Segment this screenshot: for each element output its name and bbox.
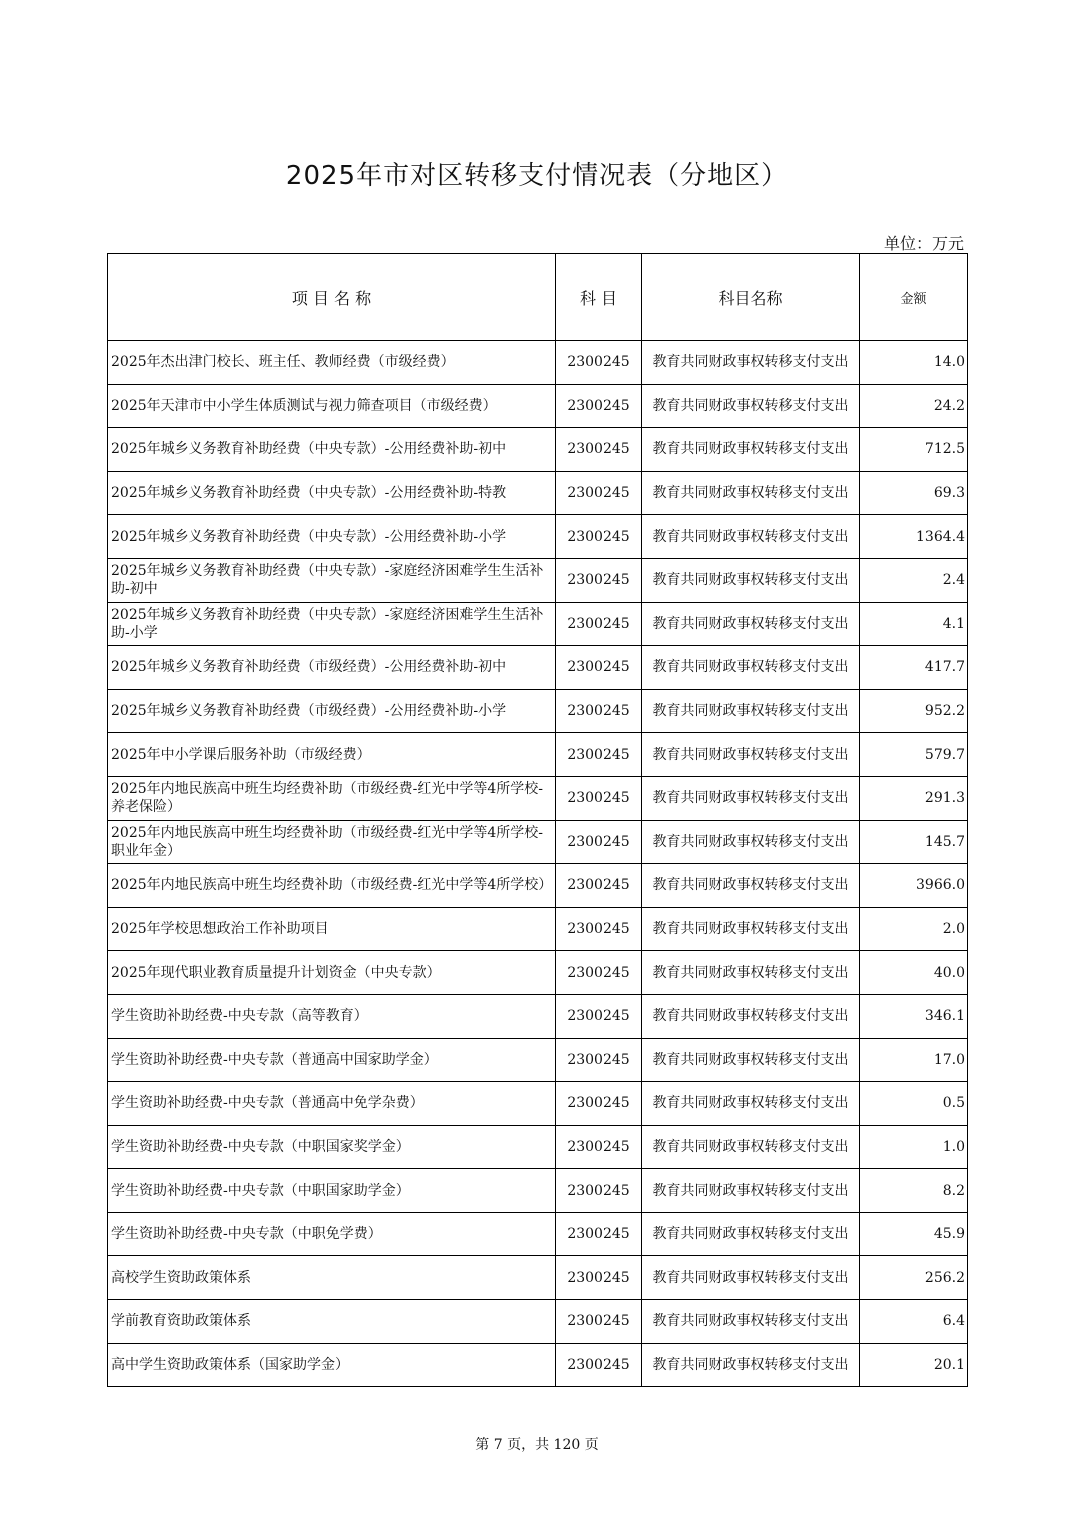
table-row: [108, 820, 968, 864]
amount-cell: 69.3: [860, 471, 968, 515]
subject-name-cell: 教育共同财政事权转移支付支出: [642, 1212, 860, 1256]
subject-code-cell: 2300245: [556, 1125, 642, 1169]
table-row: [108, 951, 968, 995]
subject-code-cell: 2300245: [556, 689, 642, 733]
table-header-row: [108, 254, 968, 341]
subject-name-cell: 教育共同财政事权转移支付支出: [642, 1038, 860, 1082]
project-name-cell: 2025年城乡义务教育补助经费（市级经费）-公用经费补助-初中: [108, 646, 556, 690]
subject-code-cell: 2300245: [556, 1343, 642, 1387]
amount-cell: 24.2: [860, 384, 968, 428]
amount-cell: 579.7: [860, 733, 968, 777]
amount-cell: 145.7: [860, 820, 968, 864]
amount-cell: 417.7: [860, 646, 968, 690]
table-row: [108, 689, 968, 733]
subject-code-cell: 2300245: [556, 1300, 642, 1344]
header-subject-code: 科 目: [556, 254, 642, 341]
table-row: [108, 1343, 968, 1387]
table-row: [108, 384, 968, 428]
subject-name-cell: 教育共同财政事权转移支付支出: [642, 558, 860, 602]
amount-cell: 2.0: [860, 907, 968, 951]
subject-name-cell: 教育共同财政事权转移支付支出: [642, 515, 860, 559]
project-name-cell: 学生资助补助经费-中央专款（中职国家奖学金）: [108, 1125, 556, 1169]
table-row: [108, 1169, 968, 1213]
subject-name-cell: 教育共同财政事权转移支付支出: [642, 951, 860, 995]
subject-code-cell: 2300245: [556, 1038, 642, 1082]
header-amount: 金额: [860, 254, 968, 341]
subject-code-cell: 2300245: [556, 428, 642, 472]
table-row: [108, 864, 968, 908]
subject-name-cell: 教育共同财政事权转移支付支出: [642, 1343, 860, 1387]
amount-cell: 40.0: [860, 951, 968, 995]
table-row: [108, 602, 968, 646]
amount-cell: 291.3: [860, 776, 968, 820]
project-name-cell: 2025年城乡义务教育补助经费（中央专款）-公用经费补助-初中: [108, 428, 556, 472]
project-name-cell: 2025年城乡义务教育补助经费（中央专款）-公用经费补助-小学: [108, 515, 556, 559]
table-row: [108, 776, 968, 820]
subject-name-cell: 教育共同财政事权转移支付支出: [642, 646, 860, 690]
table-body: [108, 341, 968, 1387]
subject-name-cell: 教育共同财政事权转移支付支出: [642, 1300, 860, 1344]
table-row: [108, 428, 968, 472]
subject-name-cell: 教育共同财政事权转移支付支出: [642, 602, 860, 646]
table-row: [108, 1212, 968, 1256]
amount-cell: 952.2: [860, 689, 968, 733]
subject-code-cell: 2300245: [556, 1082, 642, 1126]
amount-cell: 6.4: [860, 1300, 968, 1344]
subject-code-cell: 2300245: [556, 602, 642, 646]
subject-name-cell: 教育共同财政事权转移支付支出: [642, 1169, 860, 1213]
subject-name-cell: 教育共同财政事权转移支付支出: [642, 341, 860, 385]
project-name-cell: 2025年城乡义务教育补助经费（中央专款）-家庭经济困难学生生活补助-初中: [108, 558, 556, 602]
subject-name-cell: 教育共同财政事权转移支付支出: [642, 471, 860, 515]
subject-code-cell: 2300245: [556, 1169, 642, 1213]
subject-code-cell: 2300245: [556, 951, 642, 995]
subject-name-cell: 教育共同财政事权转移支付支出: [642, 820, 860, 864]
amount-cell: 256.2: [860, 1256, 968, 1300]
amount-cell: 20.1: [860, 1343, 968, 1387]
project-name-cell: 高中学生资助政策体系（国家助学金）: [108, 1343, 556, 1387]
subject-name-cell: 教育共同财政事权转移支付支出: [642, 1082, 860, 1126]
subject-name-cell: 教育共同财政事权转移支付支出: [642, 428, 860, 472]
subject-name-cell: 教育共同财政事权转移支付支出: [642, 733, 860, 777]
unit-label: 单位：万元: [883, 234, 964, 253]
subject-code-cell: 2300245: [556, 384, 642, 428]
subject-code-cell: 2300245: [556, 907, 642, 951]
amount-cell: 17.0: [860, 1038, 968, 1082]
subject-name-cell: 教育共同财政事权转移支付支出: [642, 384, 860, 428]
subject-code-cell: 2300245: [556, 994, 642, 1038]
subject-name-cell: 教育共同财政事权转移支付支出: [642, 1256, 860, 1300]
page-footer: 第 7 页，共 120 页: [475, 1437, 599, 1453]
table-row: [108, 471, 968, 515]
project-name-cell: 学生资助补助经费-中央专款（中职免学费）: [108, 1212, 556, 1256]
project-name-cell: 2025年天津市中小学生体质测试与视力筛查项目（市级经费）: [108, 384, 556, 428]
table-row: [108, 1125, 968, 1169]
table-row: [108, 1300, 968, 1344]
table-row: [108, 1256, 968, 1300]
project-name-cell: 2025年现代职业教育质量提升计划资金（中央专款）: [108, 951, 556, 995]
subject-code-cell: 2300245: [556, 515, 642, 559]
amount-cell: 1364.4: [860, 515, 968, 559]
subject-code-cell: 2300245: [556, 471, 642, 515]
header-project-name: 项 目 名 称: [108, 254, 556, 341]
subject-code-cell: 2300245: [556, 864, 642, 908]
subject-code-cell: 2300245: [556, 558, 642, 602]
subject-code-cell: 2300245: [556, 646, 642, 690]
table-row: [108, 558, 968, 602]
project-name-cell: 2025年城乡义务教育补助经费（市级经费）-公用经费补助-小学: [108, 689, 556, 733]
amount-cell: 14.0: [860, 341, 968, 385]
table-row: [108, 646, 968, 690]
amount-cell: 45.9: [860, 1212, 968, 1256]
table-row: [108, 515, 968, 559]
table-row: [108, 994, 968, 1038]
subject-name-cell: 教育共同财政事权转移支付支出: [642, 994, 860, 1038]
project-name-cell: 2025年杰出津门校长、班主任、教师经费（市级经费）: [108, 341, 556, 385]
subject-code-cell: 2300245: [556, 820, 642, 864]
amount-cell: 4.1: [860, 602, 968, 646]
project-name-cell: 学生资助补助经费-中央专款（高等教育）: [108, 994, 556, 1038]
project-name-cell: 学生资助补助经费-中央专款（中职国家助学金）: [108, 1169, 556, 1213]
subject-code-cell: 2300245: [556, 341, 642, 385]
amount-cell: 0.5: [860, 1082, 968, 1126]
project-name-cell: 2025年中小学课后服务补助（市级经费）: [108, 733, 556, 777]
subject-name-cell: 教育共同财政事权转移支付支出: [642, 907, 860, 951]
project-name-cell: 2025年城乡义务教育补助经费（中央专款）-公用经费补助-特教: [108, 471, 556, 515]
project-name-cell: 2025年内地民族高中班生均经费补助（市级经费-红光中学等4所学校-职业年金）: [108, 820, 556, 864]
amount-cell: 712.5: [860, 428, 968, 472]
project-name-cell: 高校学生资助政策体系: [108, 1256, 556, 1300]
subject-name-cell: 教育共同财政事权转移支付支出: [642, 776, 860, 820]
subject-code-cell: 2300245: [556, 733, 642, 777]
table-row: [108, 907, 968, 951]
transfer-payment-table: [107, 253, 968, 1387]
subject-code-cell: 2300245: [556, 1212, 642, 1256]
subject-name-cell: 教育共同财政事权转移支付支出: [642, 864, 860, 908]
table-row: [108, 1038, 968, 1082]
amount-cell: 2.4: [860, 558, 968, 602]
table-row: [108, 733, 968, 777]
subject-code-cell: 2300245: [556, 1256, 642, 1300]
table-row: [108, 341, 968, 385]
table-row: [108, 1082, 968, 1126]
subject-name-cell: 教育共同财政事权转移支付支出: [642, 1125, 860, 1169]
subject-code-cell: 2300245: [556, 776, 642, 820]
amount-cell: 1.0: [860, 1125, 968, 1169]
page-title: 2025年市对区转移支付情况表（分地区）: [285, 161, 789, 191]
amount-cell: 346.1: [860, 994, 968, 1038]
project-name-cell: 学生资助补助经费-中央专款（普通高中国家助学金）: [108, 1038, 556, 1082]
project-name-cell: 学前教育资助政策体系: [108, 1300, 556, 1344]
subject-name-cell: 教育共同财政事权转移支付支出: [642, 689, 860, 733]
amount-cell: 8.2: [860, 1169, 968, 1213]
project-name-cell: 学生资助补助经费-中央专款（普通高中免学杂费）: [108, 1082, 556, 1126]
project-name-cell: 2025年学校思想政治工作补助项目: [108, 907, 556, 951]
project-name-cell: 2025年内地民族高中班生均经费补助（市级经费-红光中学等4所学校）: [108, 864, 556, 908]
project-name-cell: 2025年内地民族高中班生均经费补助（市级经费-红光中学等4所学校-养老保险）: [108, 776, 556, 820]
amount-cell: 3966.0: [860, 864, 968, 908]
header-subject-name: 科目名称: [642, 254, 860, 341]
project-name-cell: 2025年城乡义务教育补助经费（中央专款）-家庭经济困难学生生活补助-小学: [108, 602, 556, 646]
